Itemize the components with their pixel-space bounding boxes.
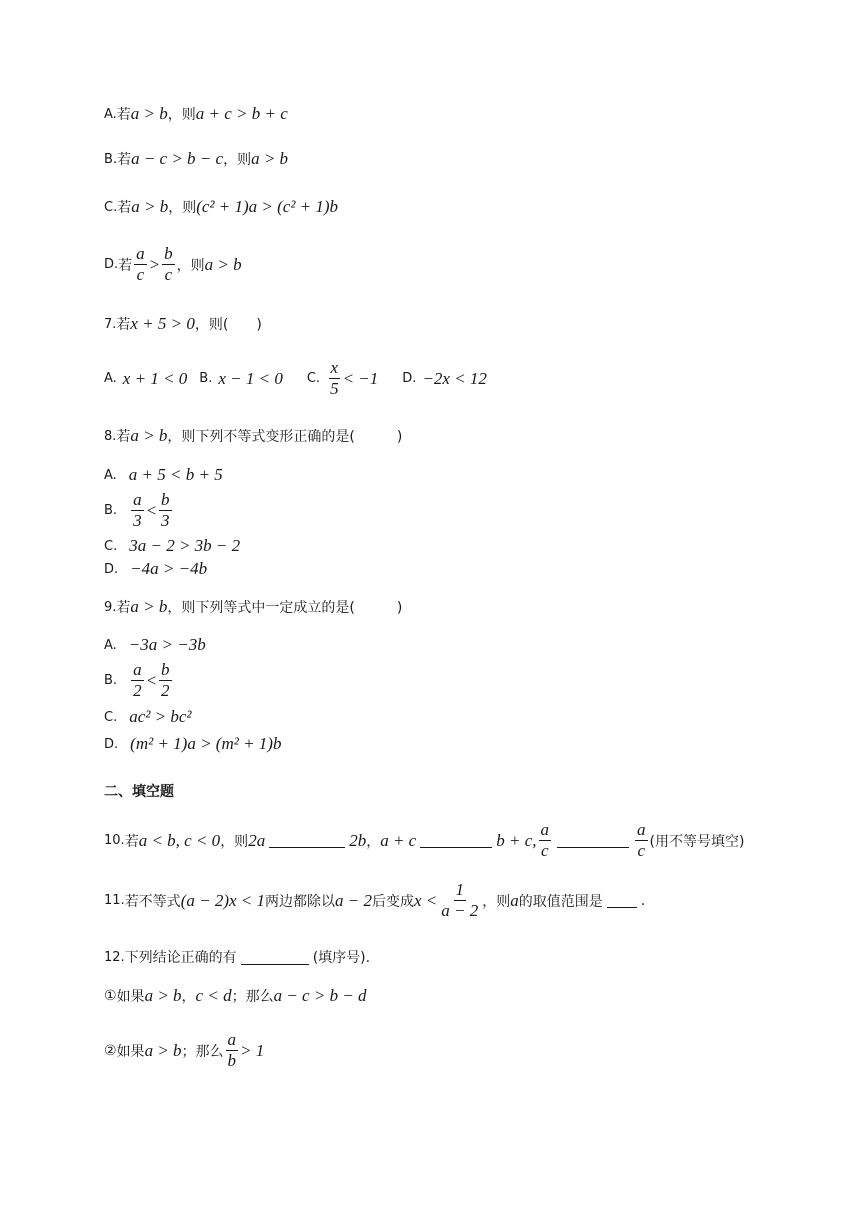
- variable: a: [510, 890, 519, 910]
- option-value: −3a > −3b: [128, 635, 206, 654]
- result: a > b: [204, 254, 242, 274]
- option-b: x − 1 < 0: [218, 368, 283, 388]
- option-value: −4a > −4b: [130, 559, 208, 578]
- numerator: a: [133, 490, 142, 509]
- question-number: 9.: [104, 599, 117, 615]
- option-value: 3a − 2 > 3b − 2: [129, 536, 241, 555]
- question-number: 12.: [104, 949, 125, 965]
- text: 若: [116, 317, 131, 333]
- section-heading: 二、填空题: [104, 784, 174, 800]
- result: a > b: [251, 149, 289, 168]
- divisor: a − 2: [335, 890, 372, 910]
- circled-number: ②: [104, 1042, 117, 1059]
- condition: c < d: [195, 986, 232, 1005]
- condition: x + 5 > 0: [130, 314, 195, 333]
- text: ，: [366, 833, 381, 850]
- text: (填序号).: [312, 950, 371, 966]
- condition: a > b: [131, 197, 169, 216]
- answer-blank[interactable]: [420, 833, 492, 848]
- q7-stem: [104, 314, 262, 334]
- option-value: ac² > bc²: [129, 707, 192, 726]
- q8-option-b: [104, 490, 174, 531]
- text: ，则: [168, 200, 197, 216]
- denominator: c: [136, 265, 145, 284]
- answer-blank[interactable]: [607, 893, 637, 908]
- numerator: b: [161, 660, 170, 679]
- hint: (用不等号填空): [649, 833, 745, 850]
- condition: a < b, c < 0: [138, 830, 221, 850]
- condition: a − c > b − c: [131, 149, 224, 168]
- result: > 1: [240, 1040, 265, 1060]
- text: 若不等式: [124, 893, 181, 910]
- denominator: 3: [133, 511, 142, 530]
- fraction: [131, 490, 144, 531]
- q9-option-b: [104, 660, 174, 701]
- answer-blank[interactable]: [269, 833, 345, 848]
- q9-option-c: [104, 707, 191, 727]
- option-label: A.: [104, 106, 117, 122]
- inequality: (a − 2)x < 1: [180, 890, 265, 910]
- option-label: D.: [402, 371, 417, 386]
- question-number: 11.: [104, 893, 125, 908]
- fraction: [159, 660, 172, 701]
- option-a: x + 1 < 0: [122, 368, 188, 388]
- q6-option-b: [104, 149, 288, 169]
- option-label: B.: [104, 151, 118, 167]
- text: 如果: [116, 1043, 145, 1060]
- question-number: 7.: [104, 316, 117, 332]
- numerator: b: [161, 490, 170, 509]
- q8-option-d: [104, 559, 207, 579]
- fraction: [134, 244, 147, 285]
- expr: a + c: [380, 830, 417, 850]
- operator: <: [145, 670, 158, 690]
- result: a − c > b − d: [273, 986, 367, 1005]
- q12-stem: [104, 947, 370, 967]
- circled-number: ①: [104, 988, 117, 1004]
- text: 若: [116, 107, 131, 123]
- q6-option-d: [104, 244, 242, 285]
- option-label: B.: [199, 371, 213, 386]
- numerator: 1: [455, 880, 464, 899]
- text: 若: [124, 833, 139, 850]
- text: 如果: [116, 989, 145, 1005]
- fraction: [159, 490, 172, 531]
- option-label: D.: [104, 561, 119, 577]
- option-label: A.: [104, 637, 117, 653]
- option-label: D.: [104, 257, 119, 272]
- expr: x <: [413, 890, 438, 910]
- denominator: a − 2: [441, 901, 479, 920]
- denominator: 2: [133, 681, 142, 700]
- denominator: 3: [161, 511, 170, 530]
- fraction: [635, 820, 648, 861]
- text: 若: [117, 200, 132, 216]
- question-number: 10.: [104, 833, 125, 848]
- expr: 2b: [349, 830, 367, 850]
- q7-options: [104, 358, 487, 399]
- q12-item-2: [104, 1030, 264, 1071]
- numerator: a: [136, 244, 145, 263]
- question-number: 8.: [104, 428, 117, 444]
- text: 两边都除以: [265, 893, 335, 910]
- fraction: [539, 820, 552, 861]
- q10: [104, 820, 744, 861]
- condition: a > b: [144, 986, 182, 1005]
- text: ，: [181, 989, 196, 1005]
- condition: a > b: [130, 597, 168, 616]
- numerator: a: [227, 1030, 237, 1049]
- text: ，则: [176, 257, 205, 274]
- text: ，则: [220, 833, 249, 850]
- q6-option-c: [104, 197, 338, 217]
- numerator: a: [540, 820, 549, 839]
- text: ，则( ): [194, 317, 262, 333]
- text: 若: [116, 600, 131, 616]
- text: ，则: [167, 107, 196, 123]
- result: (c² + 1)a > (c² + 1)b: [196, 197, 339, 216]
- q6-option-a: [104, 104, 288, 124]
- text: 若: [117, 152, 132, 168]
- option-d: −2x < 12: [422, 368, 487, 388]
- q9-option-a: [104, 635, 206, 655]
- text: 后变成: [371, 893, 414, 910]
- operator: >: [148, 254, 161, 274]
- fraction: [439, 880, 480, 921]
- answer-blank[interactable]: [557, 833, 629, 848]
- denominator: c: [637, 841, 646, 860]
- condition: a > b: [130, 426, 168, 445]
- denominator: c: [540, 841, 549, 860]
- q8-option-c: [104, 536, 240, 556]
- numerator: a: [133, 660, 142, 679]
- text: ，则下列不等式变形正确的是( ): [167, 429, 403, 445]
- q9-stem: [104, 597, 402, 617]
- q8-option-a: [104, 465, 223, 485]
- condition: a > b: [130, 104, 168, 123]
- text: 下列结论正确的有: [124, 950, 237, 966]
- denominator: c: [164, 265, 173, 284]
- operator: <: [145, 500, 158, 520]
- fraction: [328, 358, 341, 399]
- text: ，则下列等式中一定成立的是( ): [167, 600, 403, 616]
- result: a + c > b + c: [195, 104, 288, 123]
- denominator: 2: [161, 681, 170, 700]
- option-label: B.: [104, 503, 118, 518]
- text: 若: [116, 429, 131, 445]
- q8-stem: [104, 426, 402, 446]
- option-value: a + 5 < b + 5: [128, 465, 223, 484]
- fraction: [226, 1030, 239, 1071]
- fraction: [131, 660, 144, 701]
- q11: [104, 880, 645, 921]
- answer-blank[interactable]: [241, 950, 309, 965]
- option-label: A.: [104, 371, 117, 386]
- numerator: a: [637, 820, 646, 839]
- text: 的取值范围是: [518, 893, 603, 910]
- option-value: (m² + 1)a > (m² + 1)b: [130, 734, 282, 753]
- option-label: D.: [104, 736, 119, 752]
- text: .: [640, 892, 646, 909]
- option-label: C.: [104, 709, 118, 725]
- text: ；那么: [231, 989, 274, 1005]
- denominator: b: [227, 1051, 237, 1070]
- text: ，则: [482, 893, 511, 910]
- expr: 2a: [248, 830, 266, 850]
- numerator: x: [330, 358, 339, 377]
- option-label: B.: [104, 673, 118, 688]
- q9-option-d: [104, 734, 281, 754]
- expr: b + c,: [496, 830, 537, 850]
- condition: a > b: [144, 1040, 182, 1060]
- option-label: C.: [104, 538, 118, 554]
- option-c: < −1: [342, 368, 379, 388]
- option-label: C.: [306, 371, 321, 386]
- section-title: [104, 781, 174, 801]
- option-label: A.: [104, 467, 117, 483]
- denominator: 5: [330, 379, 339, 398]
- text: ，则: [223, 152, 252, 168]
- text: ；那么: [181, 1043, 224, 1060]
- option-label: C.: [104, 199, 118, 215]
- text: 若: [118, 257, 133, 274]
- q12-item-1: [104, 986, 367, 1006]
- fraction: [162, 244, 175, 285]
- numerator: b: [164, 244, 173, 263]
